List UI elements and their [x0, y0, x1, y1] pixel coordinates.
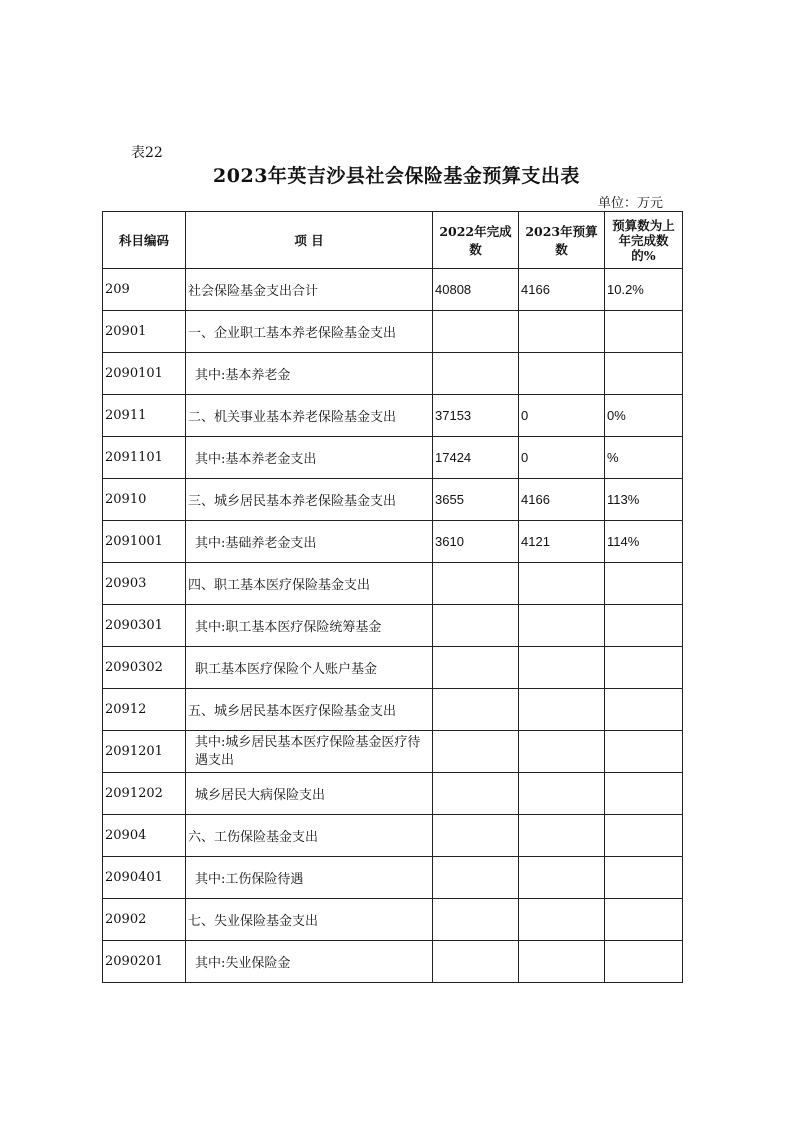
row-item: 三、城乡居民基本养老保险基金支出: [186, 479, 433, 521]
row-code: 20901: [103, 311, 186, 353]
table-row: [103, 311, 683, 353]
row-completed-2022: 40808: [433, 269, 519, 311]
row-ratio: [605, 899, 683, 941]
table-row: [103, 857, 683, 899]
row-code: 20902: [103, 899, 186, 941]
row-code: 20911: [103, 395, 186, 437]
row-budget-2023: 4166: [519, 269, 605, 311]
row-budget-2023: [519, 773, 605, 815]
table-number-label: 表22: [131, 145, 163, 161]
budget-expenditure-table: [102, 211, 683, 983]
row-code: 2091201: [103, 731, 186, 773]
row-item: 城乡居民大病保险支出: [186, 773, 433, 815]
row-ratio: 10.2%: [605, 269, 683, 311]
row-completed-2022: [433, 815, 519, 857]
row-item: 其中:城乡居民基本医疗保险基金医疗待遇支出: [186, 731, 433, 773]
row-code: 2091202: [103, 773, 186, 815]
row-ratio: [605, 647, 683, 689]
row-completed-2022: [433, 899, 519, 941]
row-item: 其中:失业保险金: [186, 941, 433, 983]
row-item: 其中:工伤保险待遇: [186, 857, 433, 899]
table-row: [103, 395, 683, 437]
row-completed-2022: [433, 311, 519, 353]
row-item: 社会保险基金支出合计: [186, 269, 433, 311]
row-item: 其中:职工基本医疗保险统筹基金: [186, 605, 433, 647]
row-item: 五、城乡居民基本医疗保险基金支出: [186, 689, 433, 731]
row-ratio: [605, 815, 683, 857]
table-row: [103, 941, 683, 983]
row-ratio: [605, 353, 683, 395]
row-code: 20912: [103, 689, 186, 731]
row-budget-2023: [519, 353, 605, 395]
row-ratio: [605, 605, 683, 647]
row-item: 六、工伤保险基金支出: [186, 815, 433, 857]
row-item: 一、企业职工基本养老保险基金支出: [186, 311, 433, 353]
row-completed-2022: 17424: [433, 437, 519, 479]
row-item: 二、机关事业基本养老保险基金支出: [186, 395, 433, 437]
header-budget-2023: 2023年预算数: [519, 212, 605, 269]
row-code: 2090201: [103, 941, 186, 983]
row-budget-2023: [519, 563, 605, 605]
table-row: [103, 689, 683, 731]
row-code: 2090301: [103, 605, 186, 647]
row-code: 2090401: [103, 857, 186, 899]
table-row: [103, 479, 683, 521]
row-budget-2023: [519, 857, 605, 899]
row-budget-2023: [519, 941, 605, 983]
row-budget-2023: [519, 731, 605, 773]
row-item: 职工基本医疗保险个人账户基金: [186, 647, 433, 689]
row-ratio: 0%: [605, 395, 683, 437]
row-completed-2022: [433, 689, 519, 731]
row-item: 其中:基础养老金支出: [186, 521, 433, 563]
row-ratio: [605, 857, 683, 899]
row-budget-2023: [519, 815, 605, 857]
table-row: [103, 773, 683, 815]
row-budget-2023: 4166: [519, 479, 605, 521]
row-ratio: [605, 731, 683, 773]
table-header-row: [103, 212, 683, 269]
table-row: [103, 269, 683, 311]
row-completed-2022: [433, 563, 519, 605]
row-ratio: [605, 563, 683, 605]
table-row: [103, 815, 683, 857]
row-item: 七、失业保险基金支出: [186, 899, 433, 941]
table-row: [103, 647, 683, 689]
row-code: 2091001: [103, 521, 186, 563]
row-ratio: 114%: [605, 521, 683, 563]
row-code: 20903: [103, 563, 186, 605]
row-ratio: [605, 941, 683, 983]
row-completed-2022: [433, 353, 519, 395]
header-completed-2022: 2022年完成数: [433, 212, 519, 269]
header-ratio: 预算数为上年完成数的%: [605, 212, 683, 269]
row-budget-2023: [519, 605, 605, 647]
row-completed-2022: [433, 647, 519, 689]
table-row: [103, 437, 683, 479]
row-item: 其中:基本养老金: [186, 353, 433, 395]
table-row: [103, 353, 683, 395]
row-completed-2022: [433, 605, 519, 647]
table-row: [103, 731, 683, 773]
row-ratio: [605, 311, 683, 353]
row-completed-2022: 37153: [433, 395, 519, 437]
row-budget-2023: [519, 311, 605, 353]
row-budget-2023: [519, 689, 605, 731]
row-item: 四、职工基本医疗保险基金支出: [186, 563, 433, 605]
row-completed-2022: [433, 857, 519, 899]
row-code: 2091101: [103, 437, 186, 479]
row-budget-2023: 0: [519, 437, 605, 479]
row-budget-2023: 0: [519, 395, 605, 437]
table-row: [103, 899, 683, 941]
row-completed-2022: [433, 941, 519, 983]
table-row: [103, 521, 683, 563]
row-item: 其中:基本养老金支出: [186, 437, 433, 479]
row-budget-2023: [519, 899, 605, 941]
row-code: 2090302: [103, 647, 186, 689]
row-ratio: [605, 689, 683, 731]
table-row: [103, 605, 683, 647]
row-ratio: 113%: [605, 479, 683, 521]
row-completed-2022: 3610: [433, 521, 519, 563]
row-budget-2023: 4121: [519, 521, 605, 563]
row-completed-2022: [433, 731, 519, 773]
row-ratio: [605, 773, 683, 815]
row-code: 209: [103, 269, 186, 311]
row-code: 20904: [103, 815, 186, 857]
row-budget-2023: [519, 647, 605, 689]
row-completed-2022: 3655: [433, 479, 519, 521]
header-code: 科目编码: [103, 212, 186, 269]
row-completed-2022: [433, 773, 519, 815]
row-code: 2090101: [103, 353, 186, 395]
unit-label: 单位：万元: [598, 196, 664, 211]
row-code: 20910: [103, 479, 186, 521]
header-item: 项 目: [186, 212, 433, 269]
table-row: [103, 563, 683, 605]
page-title: 2023年英吉沙县社会保险基金预算支出表: [213, 165, 580, 187]
row-ratio: %: [605, 437, 683, 479]
